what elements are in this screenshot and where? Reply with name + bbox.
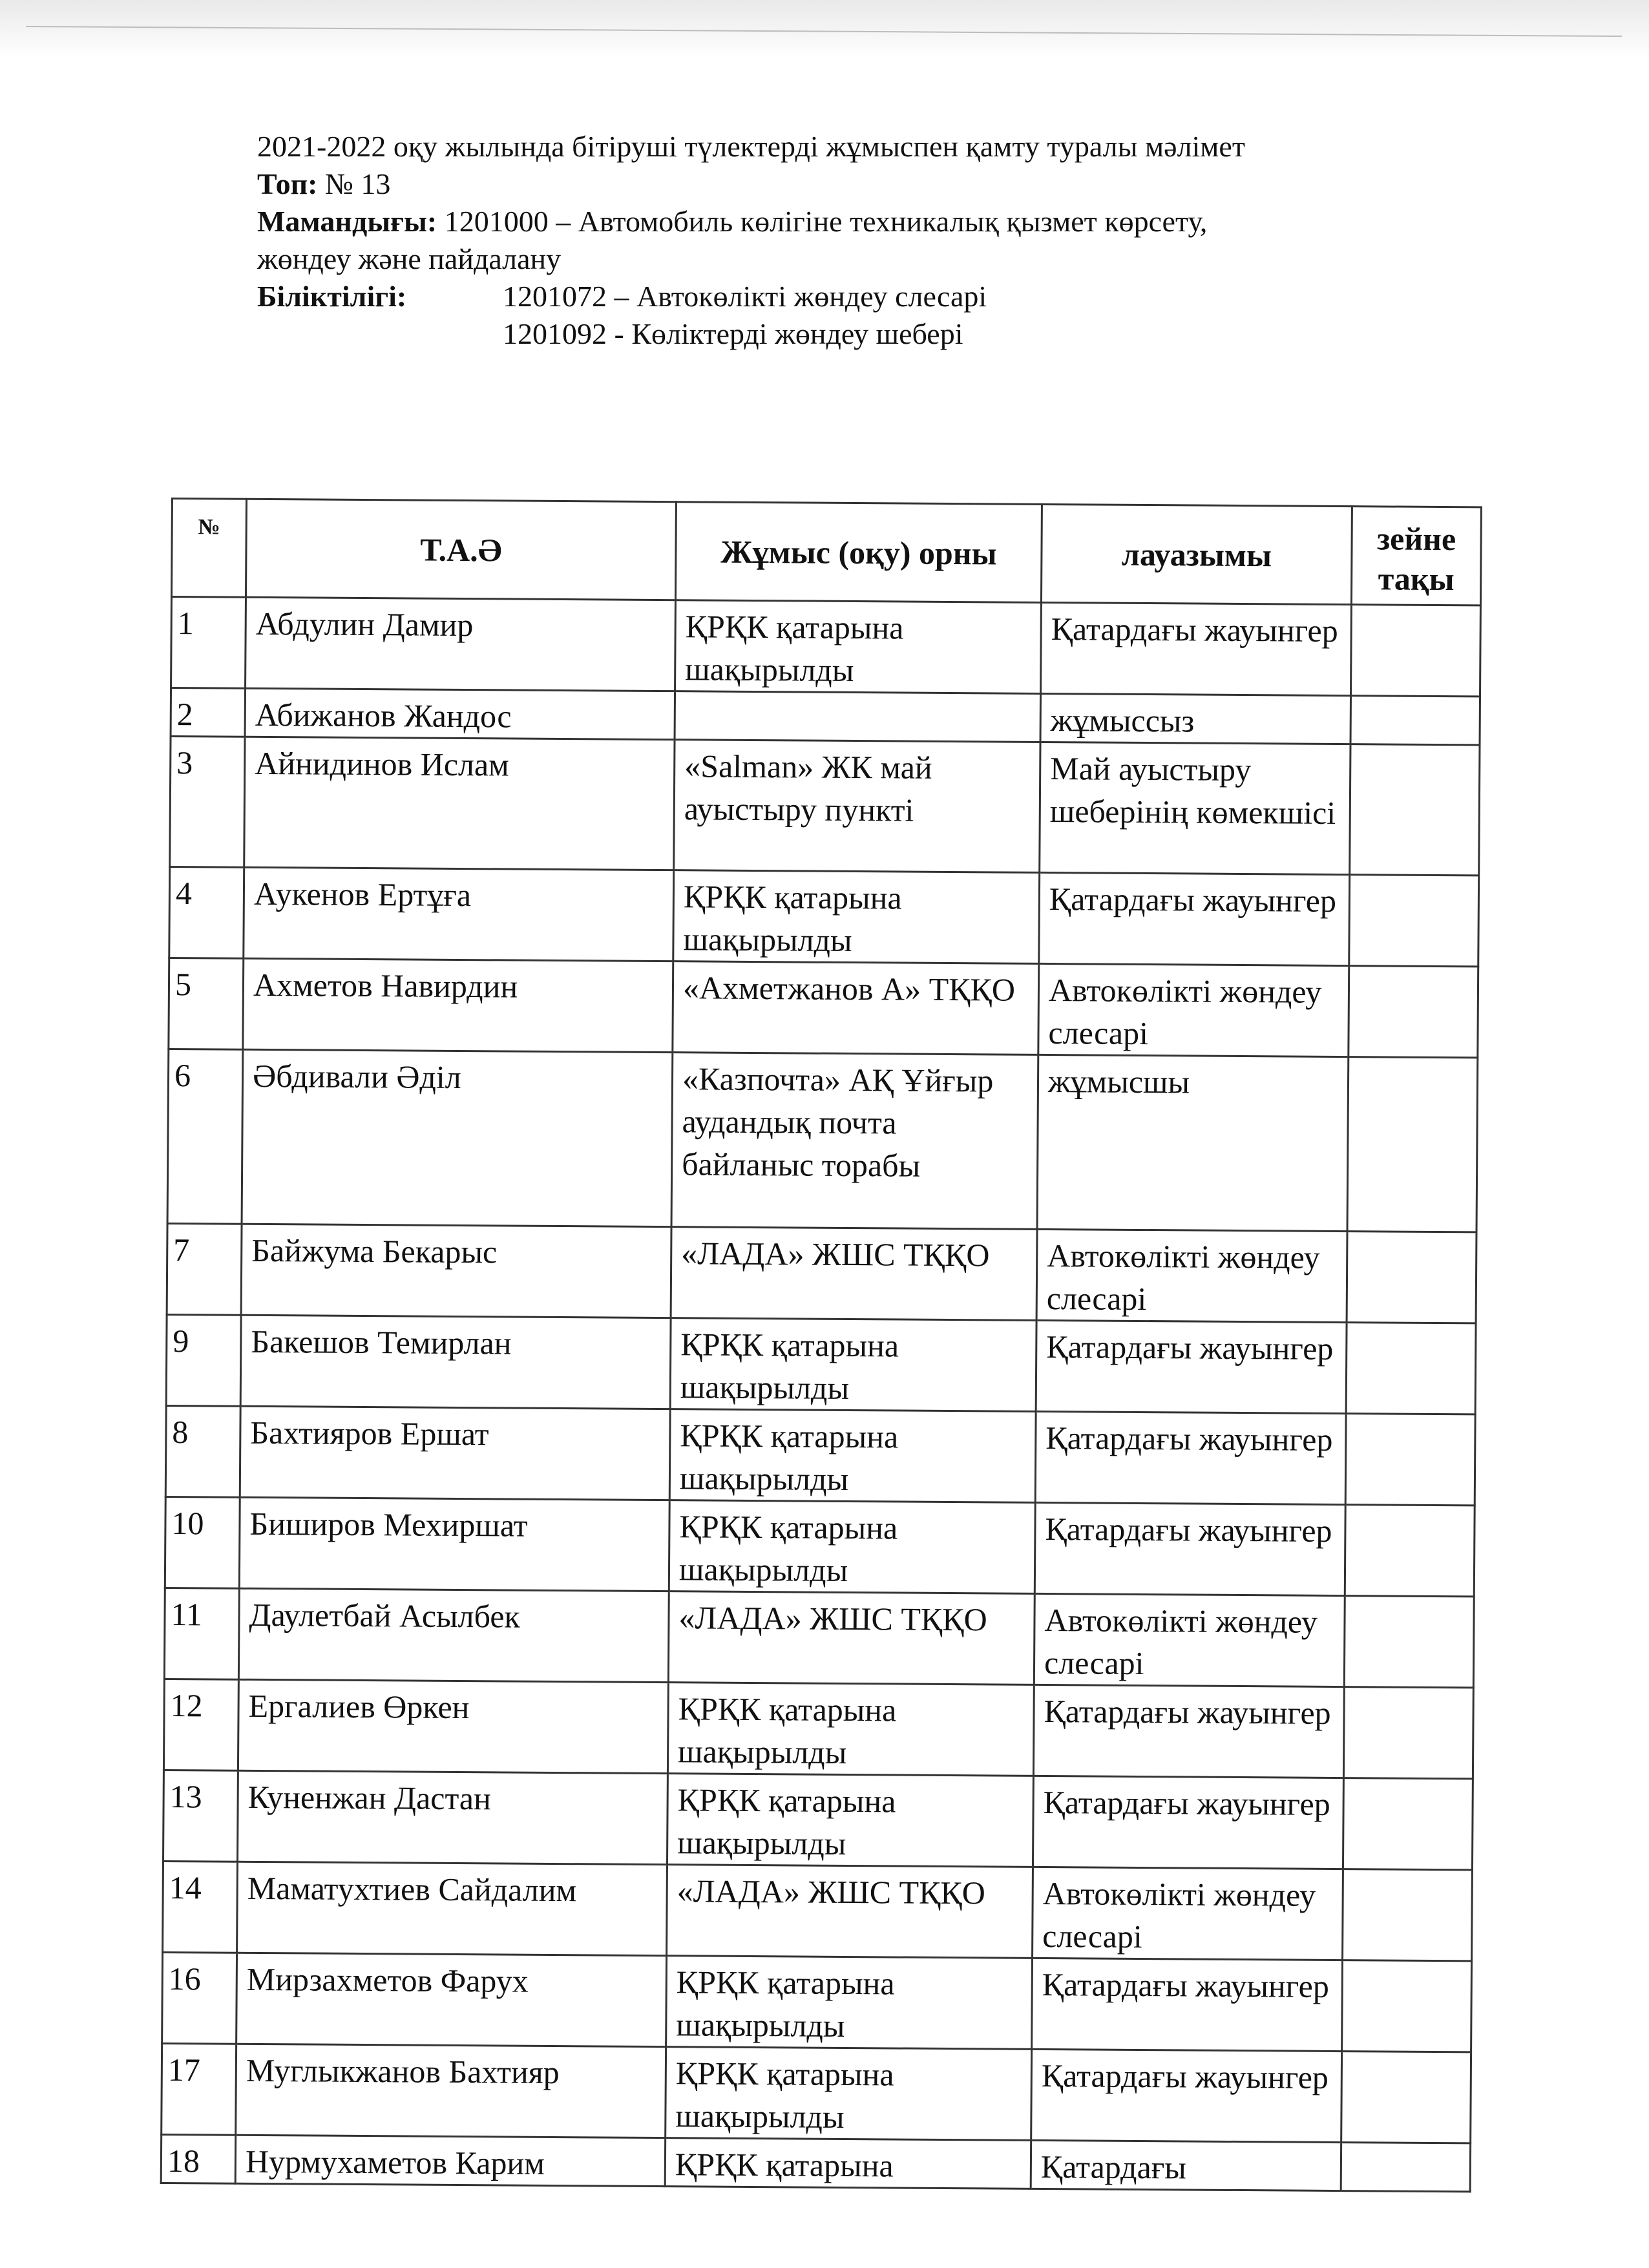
cell-position: жұмысшы [1037, 1055, 1349, 1231]
cell-position: Автокөлікті жөндеу слесарі [1033, 1867, 1343, 1960]
document-title: 2021-2022 оқу жылында бітіруші түлектерді жұмыспен қамту туралы мәлімет [257, 130, 1245, 163]
col-header-position: лауазымы [1041, 504, 1352, 604]
table-row [170, 737, 1480, 876]
table-row [167, 1049, 1478, 1232]
cell-workplace: ҚРҚК қатарына шақырылды [669, 1500, 1035, 1594]
cell-number: 17 [162, 2043, 236, 2135]
cell-position: Қатардағы [1031, 2140, 1341, 2190]
group-label: Топ: [257, 167, 318, 200]
cell-name: Куненжан Дастан [238, 1770, 668, 1864]
cell-workplace: «ЛАДА» ЖШС ТҚҚО [671, 1227, 1037, 1321]
cell-name: Даулетбай Асылбек [238, 1588, 669, 1682]
cell-name: Абдулин Дамир [246, 597, 676, 691]
qualification-2: 1201092 - Көліктерді жөндеу шебері [503, 317, 963, 350]
cell-workplace: «Казпочта» АҚ Ұйғыр аудандық почта байланыс торабы [671, 1053, 1038, 1230]
cell-position: Қатардағы жауынгер [1033, 1685, 1344, 1778]
cell-pension [1345, 1505, 1475, 1597]
cell-name: Бахтияров Ершат [240, 1406, 670, 1500]
specialty-line [257, 203, 1562, 240]
cell-name: Әбдивали Әділ [242, 1049, 673, 1226]
cell-name: Байжума Бекарыс [241, 1224, 671, 1318]
table-header-row [171, 499, 1481, 605]
table-row [171, 688, 1480, 745]
cell-position: Қатардағы жауынгер [1036, 1320, 1347, 1413]
table-row [171, 597, 1481, 697]
cell-number: 9 [166, 1314, 241, 1406]
cell-position: Автокөлікті жөндеу слесарі [1038, 963, 1349, 1056]
cell-number: 16 [162, 1952, 237, 2044]
group-value: № 13 [324, 167, 391, 200]
cell-workplace: «ЛАДА» ЖШС ТҚҚО [668, 1591, 1035, 1685]
employment-table [160, 498, 1482, 2192]
cell-number: 12 [163, 1679, 238, 1770]
cell-workplace: «Salman» ЖК май ауыстыру пункті [674, 740, 1040, 873]
cell-name: Маматухтиев Сайдалим [237, 1862, 667, 1955]
cell-position: Май ауыстыру шеберінің көмекшісі [1040, 742, 1350, 874]
cell-pension [1346, 1323, 1476, 1414]
cell-position: Қатардағы жауынгер [1031, 2049, 1342, 2142]
cell-name: Мирзахметов Фарух [236, 1953, 667, 2046]
table-row [162, 1952, 1472, 2052]
qualification-label: Біліктілігі: [257, 280, 407, 313]
cell-pension [1341, 2052, 1471, 2143]
cell-name: Муглыкжанов Бахтияр [236, 2044, 666, 2137]
cell-position: жұмыссыз [1040, 693, 1350, 744]
cell-number: 6 [167, 1049, 243, 1224]
table-row [162, 2043, 1471, 2143]
cell-workplace: «Ахметжанов А» ТҚҚО [673, 961, 1039, 1055]
cell-number: 11 [164, 1588, 239, 1679]
cell-number: 13 [163, 1770, 238, 1862]
cell-pension [1345, 1414, 1475, 1506]
table-row [165, 1405, 1475, 1505]
table-row [161, 2134, 1470, 2191]
cell-name: Ергалиев Өркен [238, 1679, 668, 1773]
table-row [163, 1679, 1473, 1778]
table-row [163, 1861, 1473, 1960]
cell-number: 1 [171, 597, 246, 689]
table-row [164, 1588, 1474, 1687]
cell-pension [1343, 1869, 1473, 1961]
cell-name: Бакешов Темирлан [240, 1315, 671, 1409]
cell-number: 5 [169, 958, 244, 1049]
cell-number: 3 [170, 737, 245, 868]
cell-workplace: ҚРҚК қатарына шақырылды [673, 870, 1040, 964]
cell-pension [1341, 2143, 1470, 2192]
cell-number: 18 [161, 2134, 235, 2183]
cell-position: Автокөлікті жөндеу слесарі [1036, 1229, 1347, 1322]
cell-number: 8 [165, 1405, 240, 1497]
cell-workplace: ҚРҚК қатарына шақырылды [670, 1318, 1036, 1412]
cell-workplace: ҚРҚК қатарына шақырылды [675, 600, 1042, 694]
cell-workplace: ҚРҚК қатарына шақырылды [666, 2047, 1032, 2141]
employment-table-wrap [160, 498, 1482, 2192]
cell-workplace: ҚРҚК қатарына шақырылды [667, 1774, 1033, 1867]
cell-pension [1342, 1960, 1472, 2052]
table-row [166, 1314, 1476, 1414]
cell-workplace: ҚРҚК қатарына шақырылды [666, 1956, 1033, 2050]
document-header [257, 128, 1562, 353]
table-row [163, 1770, 1473, 1869]
specialty-line-2: жөндеу және пайдалану [257, 242, 562, 275]
col-header-number: № [171, 499, 246, 598]
cell-pension [1349, 966, 1478, 1058]
cell-number: 14 [163, 1861, 238, 1953]
col-header-workplace: Жұмыс (оқу) орны [675, 502, 1042, 603]
cell-workplace: «ЛАДА» ЖШС ТҚҚО [667, 1865, 1033, 1958]
cell-pension [1350, 744, 1480, 876]
cell-workplace: ҚРҚК қатарына шақырылды [667, 1683, 1034, 1776]
col-header-name: Т.А.Ә [246, 499, 676, 600]
cell-number: 7 [167, 1223, 242, 1315]
cell-position: Автокөлікті жөндеу слесарі [1034, 1593, 1345, 1686]
cell-workplace: ҚРҚК қатарына [665, 2138, 1031, 2189]
qualification-1: 1201072 – Автокөлікті жөндеу слесарі [503, 280, 987, 313]
cell-position: Қатардағы жауынгер [1033, 1776, 1343, 1869]
cell-pension [1347, 1057, 1478, 1232]
cell-workplace [675, 691, 1040, 742]
cell-position: Қатардағы жауынгер [1041, 602, 1352, 695]
cell-number: 10 [165, 1496, 240, 1588]
table-row [165, 1496, 1475, 1596]
cell-pension [1344, 1596, 1474, 1688]
cell-pension [1343, 1687, 1473, 1779]
cell-workplace: ҚРҚК қатарына шақырылды [669, 1409, 1036, 1503]
cell-number: 2 [171, 688, 245, 737]
table-row [169, 866, 1479, 966]
table-row [167, 1223, 1476, 1323]
cell-pension [1349, 875, 1479, 967]
table-row [169, 958, 1478, 1057]
cell-name: Ахметов Навирдин [243, 958, 673, 1052]
scan-edge [0, 0, 1649, 58]
cell-number: 4 [169, 866, 244, 958]
cell-position: Қатардағы жауынгер [1032, 1958, 1343, 2051]
qualification-line-2 [257, 315, 1562, 353]
cell-name: Нурмухаметов Карим [235, 2135, 665, 2186]
cell-pension [1350, 696, 1480, 745]
cell-pension [1347, 1232, 1476, 1323]
cell-pension [1351, 605, 1481, 697]
qualification-line [257, 278, 1562, 315]
group-line [257, 165, 1562, 203]
cell-pension [1343, 1778, 1473, 1870]
cell-name: Аукенов Ертұға [244, 867, 674, 961]
specialty-label: Мамандығы: [257, 205, 437, 238]
col-header-pension: зейне тақы [1351, 507, 1481, 605]
cell-name: Абижанов Жандос [245, 688, 675, 739]
cell-position: Қатардағы жауынгер [1035, 1502, 1345, 1595]
cell-name: Айнидинов Ислам [244, 737, 675, 870]
cell-name: Бишиpов Мехиршат [239, 1497, 669, 1591]
cell-position: Қатардағы жауынгер [1035, 1411, 1346, 1504]
specialty-value: 1201000 – Автомобиль көлігіне техникалық қызмет көрсету, [444, 205, 1208, 238]
cell-position: Қатардағы жауынгер [1039, 872, 1350, 965]
